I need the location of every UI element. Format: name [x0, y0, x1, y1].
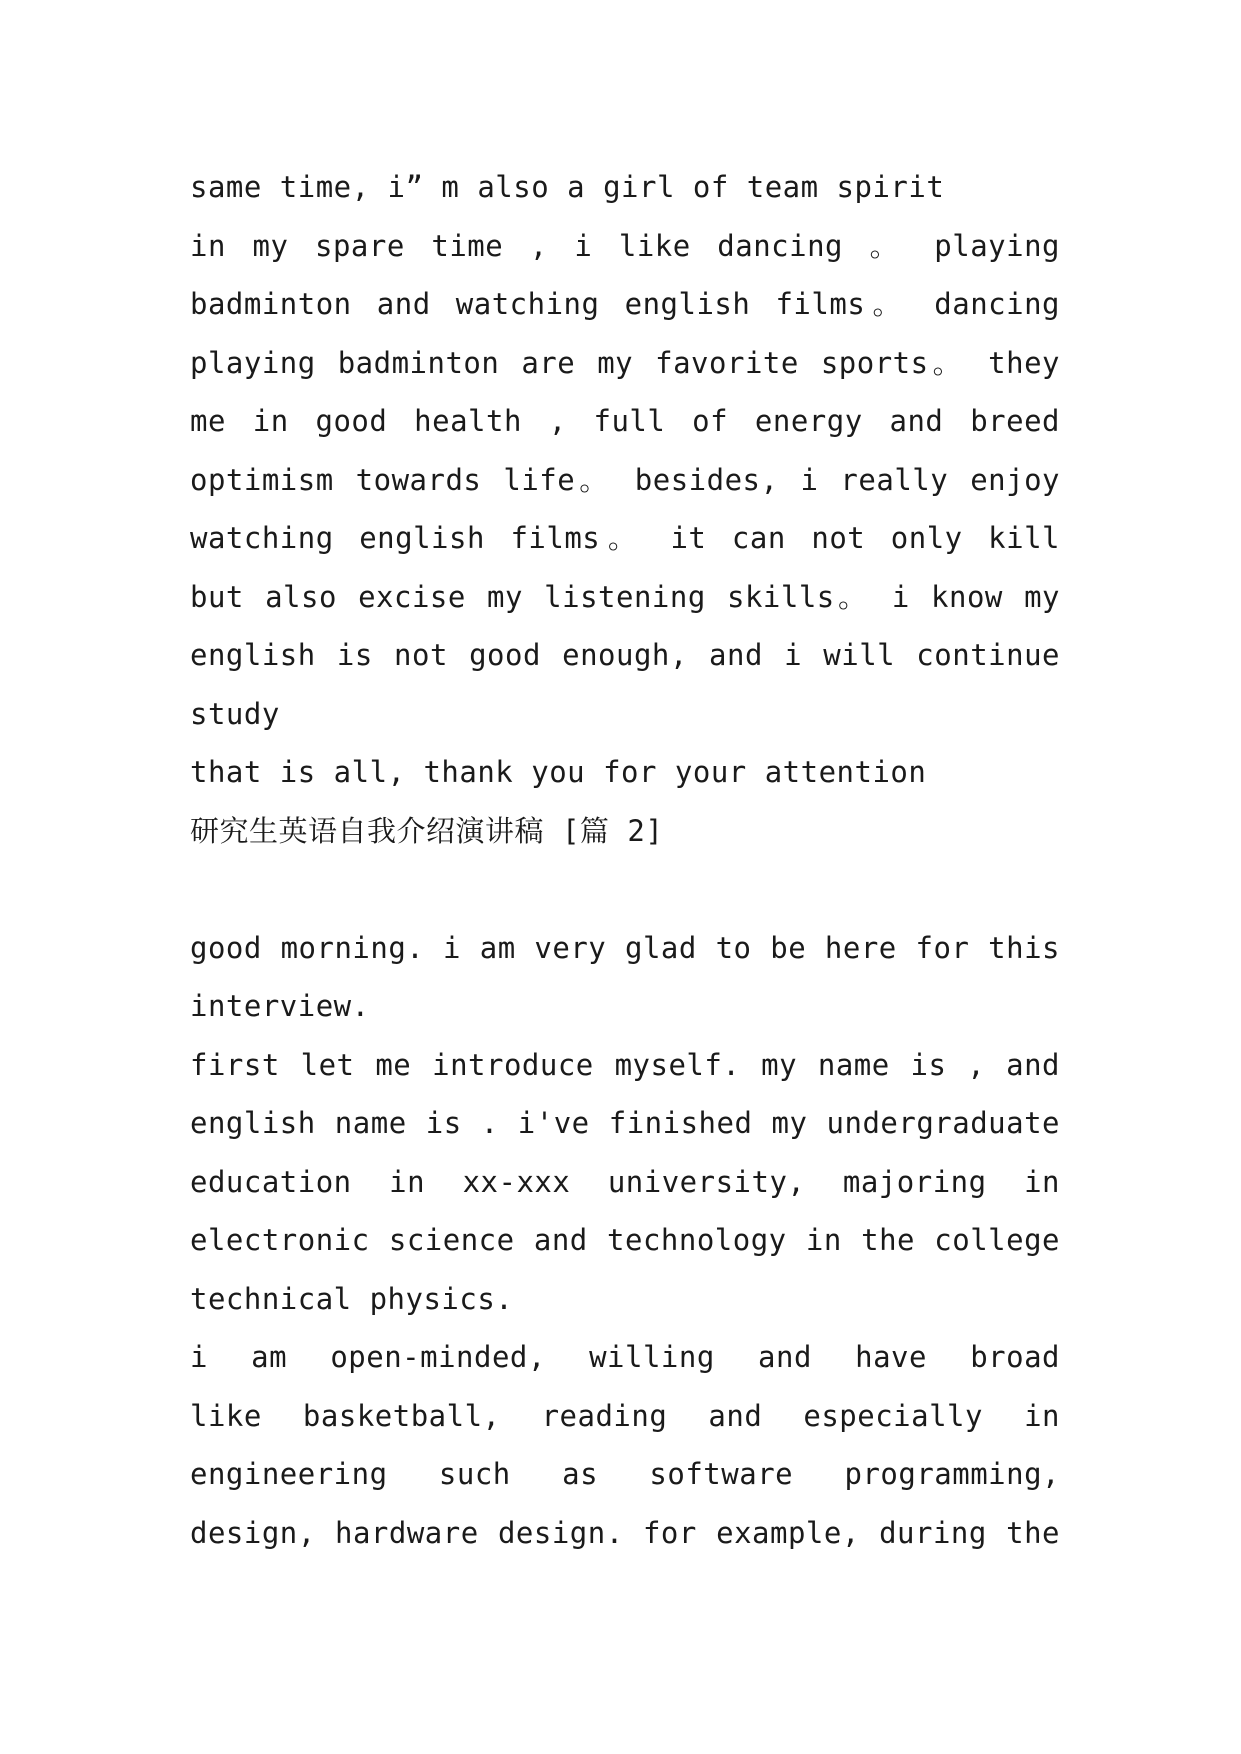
text-line: english is not good enough, and i will continue: [190, 638, 1060, 672]
text-line: me in good health , full of energy and breed: [190, 404, 1060, 438]
text-line: same time, i” m also a girl of team spirit: [190, 170, 945, 204]
text-line: that is all, thank you for your attention: [190, 755, 927, 789]
text-line: i am open-minded, willing and have broad: [190, 1340, 1060, 1374]
text-line: technical physics.: [190, 1281, 514, 1316]
text-line: interview.: [190, 989, 370, 1023]
text-line: like basketball, reading and especially in: [190, 1398, 1060, 1433]
text-line: design, hardware design. for example, during the: [190, 1515, 1060, 1550]
section-heading: 研究生英语自我介绍演讲稿 [篇 2]: [190, 813, 664, 848]
text-line: study: [190, 696, 280, 731]
document-page: [190, 158, 1060, 1562]
text-line: engineering such as software programming,: [190, 1457, 1060, 1491]
text-line: but also excise my listening skills。 i know my: [190, 579, 1060, 614]
text-line: electronic science and technology in the college: [190, 1223, 1060, 1257]
text-line: badminton and watching english films。 dancing: [190, 287, 1060, 321]
text-line: optimism towards life。 besides, i really enjoy: [190, 462, 1060, 497]
text-line: playing badminton are my favorite sports。 they: [190, 345, 1060, 380]
text-line: english name is . i've finished my undergraduate: [190, 1106, 1060, 1140]
text-line: first let me introduce myself. my name is , and: [190, 1047, 1060, 1082]
text-line: good morning. i am very glad to be here for this: [190, 930, 1060, 965]
text-line: watching english films。 it can not only kill: [190, 521, 1060, 555]
text-line: in my spare time , i like dancing 。 playing: [190, 228, 1060, 263]
text-line: education in xx-xxx university, majoring in: [190, 1164, 1060, 1199]
